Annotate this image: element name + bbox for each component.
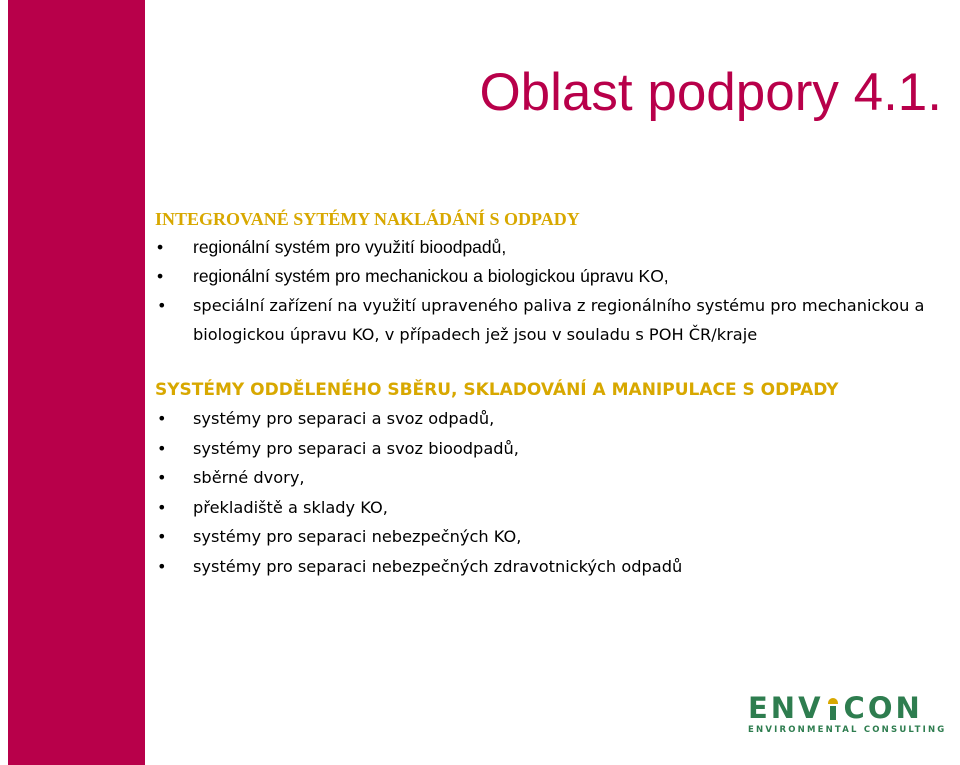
section-integrated-systems: [155, 208, 953, 349]
list-item: • sběrné dvory,: [155, 463, 838, 493]
list-item: • systémy pro separaci nebezpečných zdravotnických odpadů: [155, 552, 838, 582]
side-accent-bar: [8, 0, 145, 765]
bullet-list: [155, 404, 838, 581]
logo-wordmark: [748, 692, 938, 724]
list-item: • speciální zařízení na využití upraveného paliva z regionálního systému pro mechanickou a biologickou úpravu KO, v případech jež jsou v souladu s POH ČR/kraje: [155, 291, 953, 349]
section-heading: SYSTÉMY ODDĚLENÉHO SBĚRU, SKLADOVÁNÍ A MANIPULACE S ODPADY: [155, 380, 839, 400]
section-heading: INTEGROVANÉ SYTÉMY NAKLÁDÁNÍ S ODPADY: [155, 209, 580, 229]
slide-title: Oblast podpory 4.1.: [479, 63, 942, 122]
list-item: • systémy pro separaci a svoz odpadů,: [155, 404, 838, 434]
list-item: • překladiště a sklady KO,: [155, 493, 838, 523]
list-item: • systémy pro separaci nebezpečných KO,: [155, 522, 838, 552]
logo-word-right: CON: [843, 691, 923, 725]
section-separate-collection: [155, 379, 838, 581]
logo-tagline: ENVIRONMENTAL CONSULTING: [748, 725, 947, 735]
logo-i-letter-icon: [827, 698, 839, 720]
bullet-list: [155, 233, 953, 349]
list-item: • systémy pro separaci a svoz bioodpadů,: [155, 434, 838, 464]
logo-word-left: ENV: [748, 691, 824, 725]
list-item: • regionální systém pro mechanickou a biologickou úpravu KO,: [155, 262, 953, 291]
envicon-logo: [748, 691, 947, 738]
list-item: • regionální systém pro využití bioodpadů,: [155, 233, 953, 262]
